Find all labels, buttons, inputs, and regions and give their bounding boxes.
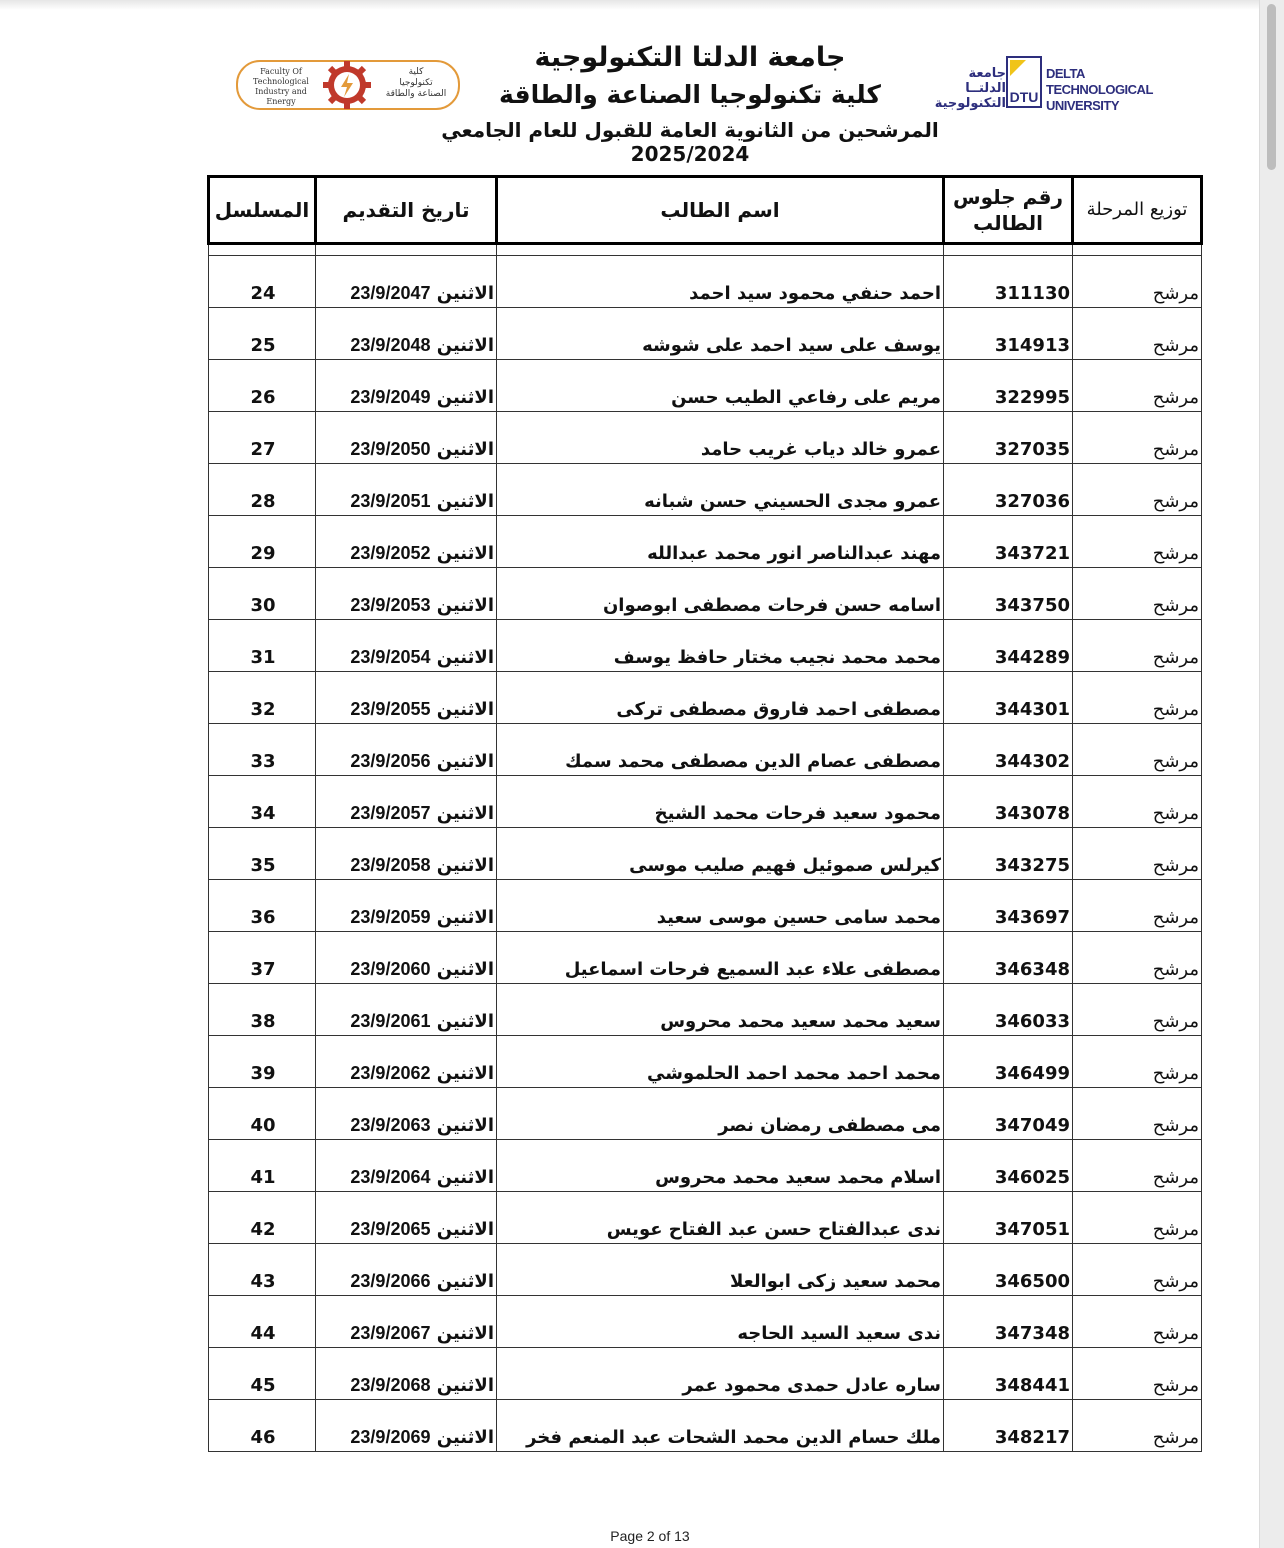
serial-cell: 30 [209,568,316,620]
student-name-cell: مهند عبدالناصر انور محمد عبدالله [497,516,944,568]
stage-cell: مرشح [1073,1036,1202,1088]
header-application-date: تاريخ التقديم [316,177,497,244]
stage-cell: مرشح [1073,516,1202,568]
application-date-value: 23/9/2056 [350,751,431,771]
stage-cell: مرشح [1073,412,1202,464]
table-row [209,620,1202,672]
application-day: الاثنين [436,1375,494,1396]
faculty-name: كلية تكنولوجيا الصناعة والطاقة [499,80,881,109]
seat-number-cell: 343275 [944,828,1073,880]
seat-number-cell: 311130 [944,256,1073,308]
stage-cell: مرشح [1073,1192,1202,1244]
dtu-logo-arabic: جامعة الدلتــا التكنولوجية [934,66,1006,111]
application-day: الاثنين [436,647,494,668]
seat-number-cell: 344301 [944,672,1073,724]
serial-cell: 46 [209,1400,316,1452]
dtu-mark-icon [1006,56,1042,108]
student-name-cell: سعيد محمد سعيد محمد محروس [497,984,944,1036]
application-date-value: 23/9/2063 [350,1115,431,1135]
application-day: الاثنين [436,1167,494,1188]
application-date-cell [316,256,497,308]
header-seat-number: رقم جلوس الطالب [944,177,1073,244]
serial-cell: 27 [209,412,316,464]
application-date-cell [316,1244,497,1296]
application-day: الاثنين [436,1427,494,1448]
seat-number-cell: 346500 [944,1244,1073,1296]
application-date-value: 23/9/2050 [350,439,431,459]
student-name-cell: ملك حسام الدين محمد الشحات عبد المنعم فخر [497,1400,944,1452]
seat-number-cell: 344289 [944,620,1073,672]
application-date-value: 23/9/2054 [350,647,431,667]
serial-cell: 36 [209,880,316,932]
seat-number-cell: 343750 [944,568,1073,620]
application-date-cell [316,1400,497,1452]
student-name-cell: مصطفى احمد فاروق مصطفى تركى [497,672,944,724]
seat-number-cell: 347051 [944,1192,1073,1244]
application-day: الاثنين [436,1323,494,1344]
table-row [209,1400,1202,1452]
document-title: المرشحين من الثانوية العامة للقبول للعام الجامعي 2025/2024 [441,118,939,166]
stage-cell: مرشح [1073,1348,1202,1400]
application-day: الاثنين [436,959,494,980]
seat-number-cell: 346499 [944,1036,1073,1088]
student-name-cell: محمد سامى حسين موسى سعيد [497,880,944,932]
application-date-cell [316,880,497,932]
student-name-cell: عمرو خالد دياب غريب حامد [497,412,944,464]
table-row [209,880,1202,932]
application-date-cell [316,412,497,464]
serial-cell: 33 [209,724,316,776]
stage-cell: مرشح [1073,464,1202,516]
serial-cell: 26 [209,360,316,412]
faculty-logo-english: Faculty Of Technological Industry and Energy [253,67,309,106]
application-date-value: 23/9/2047 [350,283,431,303]
vertical-scrollbar[interactable] [1259,0,1284,1548]
stage-cell: مرشح [1073,984,1202,1036]
application-date-cell [316,1296,497,1348]
scrollbar-thumb[interactable] [1267,4,1276,170]
application-date-cell [316,776,497,828]
table-row [209,1192,1202,1244]
student-name-cell: ساره عادل حمدى محمود عمر [497,1348,944,1400]
table-row [209,724,1202,776]
serial-cell: 37 [209,932,316,984]
application-day: الاثنين [436,699,494,720]
application-date-value: 23/9/2064 [350,1167,431,1187]
table-row [209,256,1202,308]
seat-number-cell: 348217 [944,1400,1073,1452]
seat-number-cell: 346033 [944,984,1073,1036]
application-day: الاثنين [436,1219,494,1240]
stage-cell: مرشح [1073,880,1202,932]
student-name-cell: اسلام محمد سعيد محمد محروس [497,1140,944,1192]
dtu-mark-text: DTU [1009,89,1039,105]
student-name-cell: مصطفى عصام الدين مصطفى محمد سمك [497,724,944,776]
application-date-value: 23/9/2053 [350,595,431,615]
student-name-cell: محمد محمد نجيب مختار حافظ يوسف [497,620,944,672]
stage-cell: مرشح [1073,360,1202,412]
stage-cell: مرشح [1073,620,1202,672]
application-date-value: 23/9/2066 [350,1271,431,1291]
table-spacer-row [209,244,1202,256]
application-date-cell [316,932,497,984]
table-row [209,984,1202,1036]
seat-number-cell: 327036 [944,464,1073,516]
application-day: الاثنين [436,1271,494,1292]
application-date-value: 23/9/2067 [350,1323,431,1343]
application-date-cell [316,984,497,1036]
table-row [209,308,1202,360]
student-name-cell: احمد حنفي محمود سيد احمد [497,256,944,308]
application-day: الاثنين [436,1115,494,1136]
application-date-cell [316,1348,497,1400]
table-row [209,1140,1202,1192]
application-day: الاثنين [436,1011,494,1032]
application-date-cell [316,1192,497,1244]
table-row [209,1036,1202,1088]
table-row [209,412,1202,464]
student-name-cell: كيرلس صموئيل فهيم صليب موسى [497,828,944,880]
application-date-cell [316,1088,497,1140]
header-stage: توزيع المرحلة [1073,177,1202,244]
dtu-logo [936,56,1156,116]
serial-cell: 35 [209,828,316,880]
serial-cell: 24 [209,256,316,308]
seat-number-cell: 327035 [944,412,1073,464]
application-day: الاثنين [436,1063,494,1084]
application-date-value: 23/9/2062 [350,1063,431,1083]
gear-lightning-icon [320,58,374,112]
serial-cell: 29 [209,516,316,568]
application-date-cell [316,516,497,568]
header-student-name: اسم الطالب [497,177,944,244]
table-row [209,1296,1202,1348]
application-date-value: 23/9/2061 [350,1011,431,1031]
serial-cell: 42 [209,1192,316,1244]
candidates-table [207,175,1203,1452]
stage-cell: مرشح [1073,308,1202,360]
student-name-cell: محمد سعيد زكى ابوالعلا [497,1244,944,1296]
stage-cell: مرشح [1073,256,1202,308]
student-name-cell: يوسف على سيد احمد على شوشه [497,308,944,360]
application-day: الاثنين [436,595,494,616]
stage-cell: مرشح [1073,1244,1202,1296]
stage-cell: مرشح [1073,1088,1202,1140]
application-date-value: 23/9/2068 [350,1375,431,1395]
seat-number-cell: 344302 [944,724,1073,776]
application-day: الاثنين [436,855,494,876]
serial-cell: 25 [209,308,316,360]
seat-number-cell: 347348 [944,1296,1073,1348]
student-name-cell: ندى عبدالفتاح حسن عبد الفتاح عويس [497,1192,944,1244]
serial-cell: 40 [209,1088,316,1140]
application-date-cell [316,1036,497,1088]
application-date-cell [316,620,497,672]
faculty-logo [236,60,460,110]
application-date-value: 23/9/2057 [350,803,431,823]
student-name-cell: مريم على رفاعي الطيب حسن [497,360,944,412]
stage-cell: مرشح [1073,724,1202,776]
application-day: الاثنين [436,543,494,564]
stage-cell: مرشح [1073,1296,1202,1348]
student-name-cell: ندى سعيد السيد الحاجه [497,1296,944,1348]
application-date-value: 23/9/2052 [350,543,431,563]
table-row [209,568,1202,620]
application-date-value: 23/9/2055 [350,699,431,719]
serial-cell: 44 [209,1296,316,1348]
table-row [209,1088,1202,1140]
stage-cell: مرشح [1073,672,1202,724]
application-date-value: 23/9/2049 [350,387,431,407]
application-date-value: 23/9/2060 [350,959,431,979]
table-row [209,1348,1202,1400]
application-date-cell [316,724,497,776]
application-day: الاثنين [436,387,494,408]
stage-cell: مرشح [1073,828,1202,880]
seat-number-cell: 347049 [944,1088,1073,1140]
serial-cell: 31 [209,620,316,672]
seat-number-cell: 346348 [944,932,1073,984]
application-date-cell [316,828,497,880]
student-name-cell: محمود سعيد فرحات محمد الشيخ [497,776,944,828]
serial-cell: 32 [209,672,316,724]
student-name-cell: اسامه حسن فرحات مصطفى ابوصوان [497,568,944,620]
stage-cell: مرشح [1073,1400,1202,1452]
application-date-cell [316,464,497,516]
application-day: الاثنين [436,803,494,824]
serial-cell: 28 [209,464,316,516]
stage-cell: مرشح [1073,1140,1202,1192]
application-day: الاثنين [436,335,494,356]
faculty-logo-arabic: كلية تكنولوجيا الصناعة والطاقة [385,67,447,99]
application-date-cell [316,568,497,620]
page-edge [0,0,1260,10]
seat-number-cell: 348441 [944,1348,1073,1400]
student-name-cell: مصطفى علاء عبد السميع فرحات اسماعيل [497,932,944,984]
serial-cell: 34 [209,776,316,828]
application-date-value: 23/9/2058 [350,855,431,875]
seat-number-cell: 346025 [944,1140,1073,1192]
serial-cell: 45 [209,1348,316,1400]
application-date-value: 23/9/2051 [350,491,431,511]
serial-cell: 41 [209,1140,316,1192]
application-date-value: 23/9/2065 [350,1219,431,1239]
application-day: الاثنين [436,907,494,928]
table-body [209,244,1202,1452]
application-date-cell [316,1140,497,1192]
table-row [209,776,1202,828]
table-row [209,464,1202,516]
page-number: Page 2 of 13 [610,1528,690,1544]
table-row [209,828,1202,880]
table-row [209,1244,1202,1296]
university-name: جامعة الدلتا التكنولوجية [534,42,846,73]
seat-number-cell: 343697 [944,880,1073,932]
application-day: الاثنين [436,751,494,772]
application-day: الاثنين [436,439,494,460]
header-serial: المسلسل [209,177,316,244]
table-row [209,516,1202,568]
application-date-cell [316,360,497,412]
stage-cell: مرشح [1073,568,1202,620]
dtu-logo-english: DELTA TECHNOLOGICAL UNIVERSITY [1046,66,1153,113]
student-name-cell: عمرو مجدى الحسيني حسن شبانه [497,464,944,516]
table-row [209,932,1202,984]
student-name-cell: مى مصطفى رمضان نصر [497,1088,944,1140]
table-row [209,360,1202,412]
seat-number-cell: 343078 [944,776,1073,828]
application-date-value: 23/9/2059 [350,907,431,927]
seat-number-cell: 322995 [944,360,1073,412]
serial-cell: 38 [209,984,316,1036]
application-date-value: 23/9/2069 [350,1427,431,1447]
application-day: الاثنين [436,283,494,304]
seat-number-cell: 314913 [944,308,1073,360]
stage-cell: مرشح [1073,932,1202,984]
table-header-row [209,177,1202,244]
application-date-value: 23/9/2048 [350,335,431,355]
application-date-cell [316,672,497,724]
table-row [209,672,1202,724]
application-day: الاثنين [436,491,494,512]
serial-cell: 43 [209,1244,316,1296]
serial-cell: 39 [209,1036,316,1088]
student-name-cell: محمد احمد محمد احمد الحلموشي [497,1036,944,1088]
stage-cell: مرشح [1073,776,1202,828]
application-date-cell [316,308,497,360]
seat-number-cell: 343721 [944,516,1073,568]
